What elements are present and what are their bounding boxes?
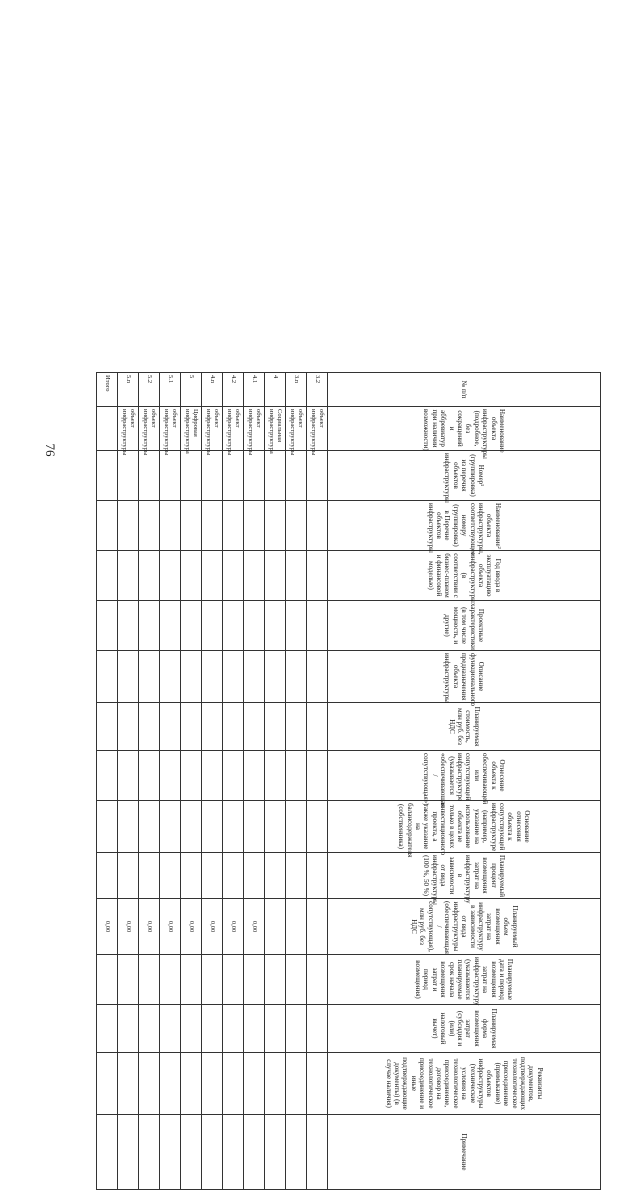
- empty-cell: [307, 955, 328, 1005]
- rotated-page-frame: [96, 60, 601, 1171]
- empty-cell: [265, 853, 286, 899]
- header-cell: Планируемые дата и период возмещения затрат на инфраструктуру (указываются планируемые срок начала возмещения затрат и период возмещения): [328, 955, 601, 1005]
- empty-cell: [181, 601, 202, 651]
- row-name-cell: объект инфраструктуры: [202, 407, 223, 451]
- empty-cell: [244, 551, 265, 601]
- empty-cell: [118, 751, 139, 801]
- empty-cell: [118, 651, 139, 703]
- empty-cell: [265, 1115, 286, 1190]
- empty-cell: [244, 1005, 265, 1053]
- empty-cell: [202, 1053, 223, 1115]
- row-name-cell: [97, 407, 118, 451]
- row-name-cell: объект инфраструктуры: [307, 407, 328, 451]
- row-volume-cell: 0,00: [160, 899, 181, 955]
- empty-cell: [286, 801, 307, 853]
- empty-cell: [118, 1005, 139, 1053]
- row-number-cell: 4: [265, 373, 286, 407]
- empty-cell: [139, 451, 160, 501]
- row-name-cell: объект инфраструктуры: [244, 407, 265, 451]
- empty-cell: [139, 703, 160, 751]
- empty-cell: [265, 551, 286, 601]
- empty-cell: [181, 1115, 202, 1190]
- empty-cell: [97, 651, 118, 703]
- empty-cell: [118, 601, 139, 651]
- empty-cell: [97, 501, 118, 551]
- empty-cell: [97, 801, 118, 853]
- empty-cell: [286, 551, 307, 601]
- row-volume-cell: 0,00: [223, 899, 244, 955]
- row-number-cell: 3.n: [286, 373, 307, 407]
- empty-cell: [223, 1053, 244, 1115]
- rotated-table-container: [96, 372, 601, 1189]
- empty-cell: [265, 451, 286, 501]
- empty-cell: [160, 551, 181, 601]
- empty-cell: [139, 1005, 160, 1053]
- header-cell: Описание функционального предназначения объекта инфраструктуры: [328, 651, 601, 703]
- table-row: [181, 373, 202, 1190]
- empty-cell: [181, 703, 202, 751]
- empty-cell: [118, 801, 139, 853]
- empty-cell: [139, 601, 160, 651]
- table-row: [244, 373, 265, 1190]
- empty-cell: [118, 501, 139, 551]
- row-volume-cell: [286, 899, 307, 955]
- empty-cell: [160, 601, 181, 651]
- empty-cell: [244, 751, 265, 801]
- empty-cell: [265, 1053, 286, 1115]
- table-row: [265, 373, 286, 1190]
- header-cell: Проектные характеристики (в том числе мощность, и другие): [328, 601, 601, 651]
- empty-cell: [139, 751, 160, 801]
- empty-cell: [202, 801, 223, 853]
- empty-cell: [202, 751, 223, 801]
- empty-cell: [265, 801, 286, 853]
- empty-cell: [118, 1053, 139, 1115]
- empty-cell: [223, 1005, 244, 1053]
- table-row: [307, 373, 328, 1190]
- empty-cell: [244, 703, 265, 751]
- empty-cell: [223, 1115, 244, 1190]
- row-volume-cell: 0,00: [118, 899, 139, 955]
- empty-cell: [181, 1053, 202, 1115]
- empty-cell: [286, 601, 307, 651]
- table-row: [97, 373, 118, 1190]
- empty-cell: [307, 601, 328, 651]
- empty-cell: [118, 853, 139, 899]
- row-name-cell: объект инфраструктуры: [223, 407, 244, 451]
- header-cell: Планируемый процент возмещения затрат на инфраструктуру в зависимости от вида инфраструктуры (100 %, 50 %): [328, 853, 601, 899]
- empty-cell: [181, 955, 202, 1005]
- empty-cell: [181, 801, 202, 853]
- table-row: [139, 373, 160, 1190]
- empty-cell: [265, 601, 286, 651]
- empty-cell: [286, 955, 307, 1005]
- empty-cell: [286, 451, 307, 501]
- empty-cell: [160, 1115, 181, 1190]
- empty-cell: [118, 955, 139, 1005]
- empty-cell: [307, 1115, 328, 1190]
- empty-cell: [223, 853, 244, 899]
- empty-cell: [139, 801, 160, 853]
- row-volume-cell: 0,00: [202, 899, 223, 955]
- empty-cell: [139, 1115, 160, 1190]
- empty-cell: [286, 853, 307, 899]
- empty-cell: [181, 1005, 202, 1053]
- empty-cell: [244, 853, 265, 899]
- row-name-cell: объект инфраструктуры: [160, 407, 181, 451]
- empty-cell: [223, 801, 244, 853]
- empty-cell: [244, 1053, 265, 1115]
- empty-cell: [307, 801, 328, 853]
- empty-cell: [139, 853, 160, 899]
- empty-cell: [286, 1115, 307, 1190]
- empty-cell: [202, 955, 223, 1005]
- empty-cell: [223, 601, 244, 651]
- empty-cell: [118, 1115, 139, 1190]
- empty-cell: [160, 853, 181, 899]
- empty-cell: [97, 1053, 118, 1115]
- header-cell: Номер¹ (группировка) из перечня объектов инфраструктуры: [328, 451, 601, 501]
- empty-cell: [307, 651, 328, 703]
- empty-cell: [307, 703, 328, 751]
- header-cell: Наименование² объекта инфраструктуры, соответствующее номеру (группировка) в Перечне объектов инфраструктуры: [328, 501, 601, 551]
- table-row: [160, 373, 181, 1190]
- empty-cell: [202, 853, 223, 899]
- empty-cell: [118, 551, 139, 601]
- header-cell: Примечание: [328, 1115, 601, 1190]
- empty-cell: [202, 703, 223, 751]
- empty-cell: [286, 703, 307, 751]
- row-volume-cell: 0,00: [139, 899, 160, 955]
- empty-cell: [265, 1005, 286, 1053]
- empty-cell: [307, 551, 328, 601]
- row-name-cell: объект инфраструктуры: [139, 407, 160, 451]
- empty-cell: [181, 551, 202, 601]
- empty-cell: [139, 1053, 160, 1115]
- row-volume-cell: [265, 899, 286, 955]
- empty-cell: [181, 501, 202, 551]
- page-number: 76: [43, 443, 58, 457]
- row-name-cell: объект инфраструктуры: [118, 407, 139, 451]
- empty-cell: [160, 751, 181, 801]
- empty-cell: [160, 451, 181, 501]
- empty-cell: [97, 955, 118, 1005]
- empty-cell: [118, 703, 139, 751]
- row-number-cell: Итого: [97, 373, 118, 407]
- header-cell: Год ввода в эксплуатацию объекта инфраструктуры (в соответствии с бизнес-планом и финансовой моделью): [328, 551, 601, 601]
- empty-cell: [97, 601, 118, 651]
- empty-cell: [202, 501, 223, 551]
- table-body: [97, 373, 328, 1190]
- empty-cell: [307, 501, 328, 551]
- empty-cell: [202, 601, 223, 651]
- row-volume-cell: [307, 899, 328, 955]
- empty-cell: [223, 703, 244, 751]
- empty-cell: [307, 451, 328, 501]
- empty-cell: [265, 703, 286, 751]
- empty-cell: [286, 1053, 307, 1115]
- empty-cell: [97, 751, 118, 801]
- empty-cell: [307, 751, 328, 801]
- empty-cell: [160, 801, 181, 853]
- header-cell: Отнесение объекта к обеспечивающей или сопутствующей инфраструктуре (указывается «обеспечивающая / сопутствующая»): [328, 751, 601, 801]
- row-name-cell: Цифровая инфраструктура: [181, 407, 202, 451]
- row-volume-cell: 0,00: [181, 899, 202, 955]
- empty-cell: [139, 501, 160, 551]
- empty-cell: [97, 1115, 118, 1190]
- empty-cell: [202, 551, 223, 601]
- empty-cell: [97, 853, 118, 899]
- empty-cell: [223, 651, 244, 703]
- header-cell: № п/п: [328, 373, 601, 407]
- empty-cell: [181, 451, 202, 501]
- empty-cell: [139, 651, 160, 703]
- empty-cell: [160, 955, 181, 1005]
- empty-cell: [244, 801, 265, 853]
- empty-cell: [244, 501, 265, 551]
- empty-cell: [97, 703, 118, 751]
- empty-cell: [286, 651, 307, 703]
- row-number-cell: 5.n: [118, 373, 139, 407]
- table-row: [202, 373, 223, 1190]
- row-number-cell: 3.2: [307, 373, 328, 407]
- header-cell: Планируемая форма возмещения затрат (субсидия и (или) налоговый вычет): [328, 1005, 601, 1053]
- empty-cell: [244, 955, 265, 1005]
- empty-cell: [202, 1115, 223, 1190]
- row-number-cell: 5.1: [160, 373, 181, 407]
- row-name-cell: объект инфраструктуры: [286, 407, 307, 451]
- row-volume-cell: 0,00: [244, 899, 265, 955]
- empty-cell: [265, 955, 286, 1005]
- row-number-cell: 4.1: [244, 373, 265, 407]
- row-name-cell: Социальная инфраструктура: [265, 407, 286, 451]
- empty-cell: [286, 751, 307, 801]
- header-cell: Реквизиты документов, подтверждающих технологическое присоединение (примыкание) объектов инфраструктуры (технические условия на технологическое присоединение, договор на технологическое присоединение и иные подтверждающие документы) (в случае наличия): [328, 1053, 601, 1115]
- header-row: [328, 373, 601, 1190]
- empty-cell: [265, 501, 286, 551]
- empty-cell: [202, 651, 223, 703]
- empty-cell: [202, 1005, 223, 1053]
- empty-cell: [160, 1005, 181, 1053]
- empty-cell: [118, 451, 139, 501]
- empty-cell: [265, 651, 286, 703]
- empty-cell: [286, 1005, 307, 1053]
- empty-cell: [97, 551, 118, 601]
- row-number-cell: 5: [181, 373, 202, 407]
- table-row: [118, 373, 139, 1190]
- empty-cell: [160, 651, 181, 703]
- empty-cell: [223, 451, 244, 501]
- empty-cell: [307, 853, 328, 899]
- empty-cell: [181, 853, 202, 899]
- empty-cell: [181, 651, 202, 703]
- header-cell: Планируемая стоимость, млн руб. без НДС: [328, 703, 601, 751]
- empty-cell: [265, 751, 286, 801]
- row-number-cell: 4.n: [202, 373, 223, 407]
- empty-cell: [307, 1053, 328, 1115]
- header-cell: Наименование объекта инфраструктуры (подробное, без сокращений и аббревиатур при наличии возможности): [328, 407, 601, 451]
- header-cell: Планируемый объем возмещения затрат на инфраструктуру в зависимости от вида инфраструктуры (обеспечивающая / сопутствующая), млн руб. без НДС: [328, 899, 601, 955]
- empty-cell: [181, 751, 202, 801]
- empty-cell: [97, 451, 118, 501]
- empty-cell: [244, 451, 265, 501]
- row-volume-cell: 0,00: [97, 899, 118, 955]
- empty-cell: [160, 1053, 181, 1115]
- row-number-cell: 4.2: [223, 373, 244, 407]
- empty-cell: [139, 551, 160, 601]
- empty-cell: [223, 955, 244, 1005]
- header-cell: Основание отнесения объекта к сопутствующей инфраструктуре (например, указание на использование объекта не только в целях инвестиционного проекта, а также указание на балансодержателя (собственника): [328, 801, 601, 853]
- empty-cell: [223, 501, 244, 551]
- empty-cell: [223, 751, 244, 801]
- empty-cell: [244, 1115, 265, 1190]
- empty-cell: [97, 1005, 118, 1053]
- row-number-cell: 5.2: [139, 373, 160, 407]
- empty-cell: [223, 551, 244, 601]
- infrastructure-table: [96, 372, 601, 1190]
- empty-cell: [139, 955, 160, 1005]
- empty-cell: [202, 451, 223, 501]
- table-row: [223, 373, 244, 1190]
- empty-cell: [286, 501, 307, 551]
- empty-cell: [160, 703, 181, 751]
- table-row: [286, 373, 307, 1190]
- empty-cell: [160, 501, 181, 551]
- empty-cell: [307, 1005, 328, 1053]
- empty-cell: [244, 601, 265, 651]
- empty-cell: [244, 651, 265, 703]
